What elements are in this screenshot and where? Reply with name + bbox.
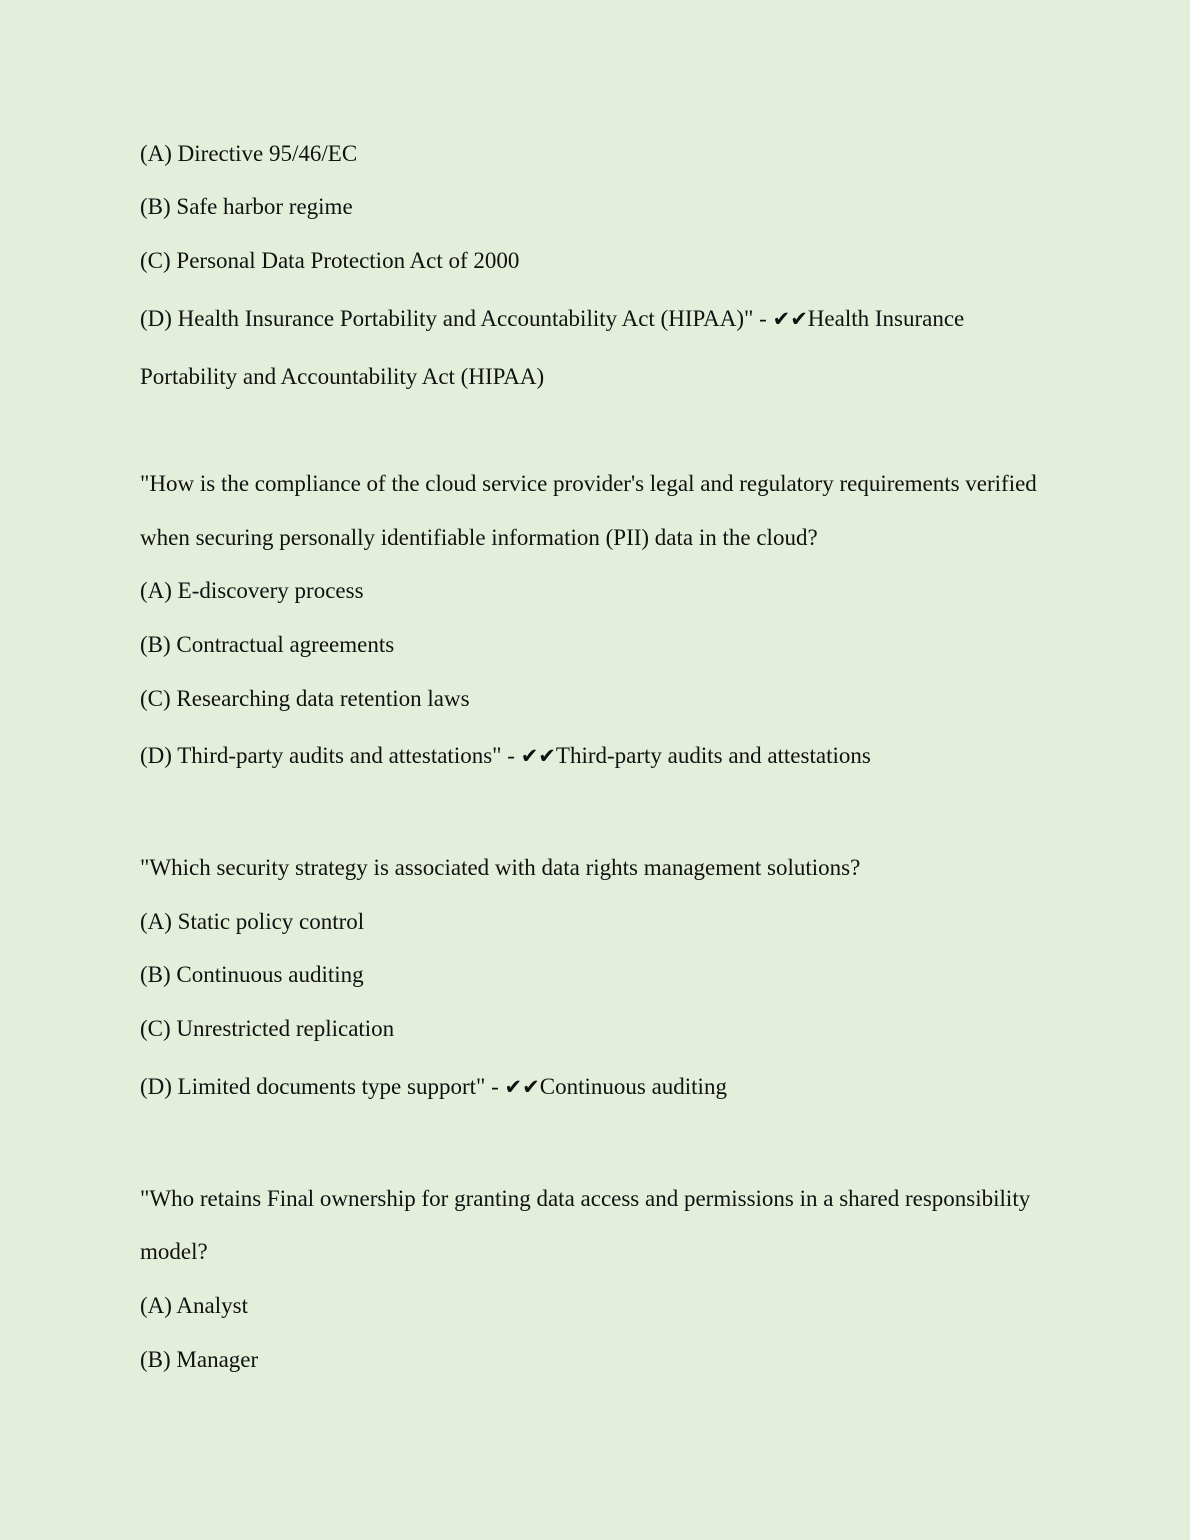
q4-option-a: (A) Analyst: [140, 1293, 248, 1318]
checkmark-icon: ✔✔: [520, 744, 556, 768]
q1-option-b: (B) Safe harbor regime: [140, 194, 353, 219]
q1-option-c: (C) Personal Data Protection Act of 2000: [140, 248, 520, 273]
q2-option-d: [140, 742, 871, 770]
q3-option-c: (C) Unrestricted replication: [140, 1016, 395, 1041]
q2-option-b: (B) Contractual agreements: [140, 632, 395, 657]
q3-option-a: (A) Static policy control: [140, 909, 365, 934]
checkmark-icon: ✔✔: [504, 1075, 540, 1099]
q1-option-d: [140, 305, 964, 333]
q3-answer: Continuous auditing: [539, 1074, 727, 1099]
q1-option-a: (A) Directive 95/46/EC: [140, 141, 358, 166]
q1-option-d-text: (D) Health Insurance Portability and Accountability Act (HIPAA)" -: [140, 306, 773, 331]
q3-option-d-text: (D) Limited documents type support" -: [140, 1074, 505, 1099]
q2-option-a: (A) E-discovery process: [140, 578, 364, 603]
q1-answer-continued: Portability and Accountability Act (HIPAA): [140, 364, 545, 389]
q3-question-line1: "Which security strategy is associated with data rights management solutions?: [140, 855, 861, 880]
q2-question-line1: "How is the compliance of the cloud service provider's legal and regulatory requirements verified: [140, 471, 1037, 496]
q4-question-line2: model?: [140, 1239, 208, 1264]
q3-option-d: [140, 1073, 727, 1101]
q1-answer: Health Insurance: [807, 306, 965, 331]
q2-option-c: (C) Researching data retention laws: [140, 686, 470, 711]
q4-question-line1: "Who retains Final ownership for granting data access and permissions in a shared responsibility: [140, 1186, 1031, 1211]
checkmark-icon: ✔✔: [772, 307, 808, 331]
q2-answer: Third-party audits and attestations: [555, 743, 871, 768]
q2-question-line2: when securing personally identifiable information (PII) data in the cloud?: [140, 525, 818, 550]
q2-option-d-text: (D) Third-party audits and attestations" -: [140, 743, 521, 768]
q4-option-b: (B) Manager: [140, 1347, 259, 1372]
q3-option-b: (B) Continuous auditing: [140, 962, 364, 987]
